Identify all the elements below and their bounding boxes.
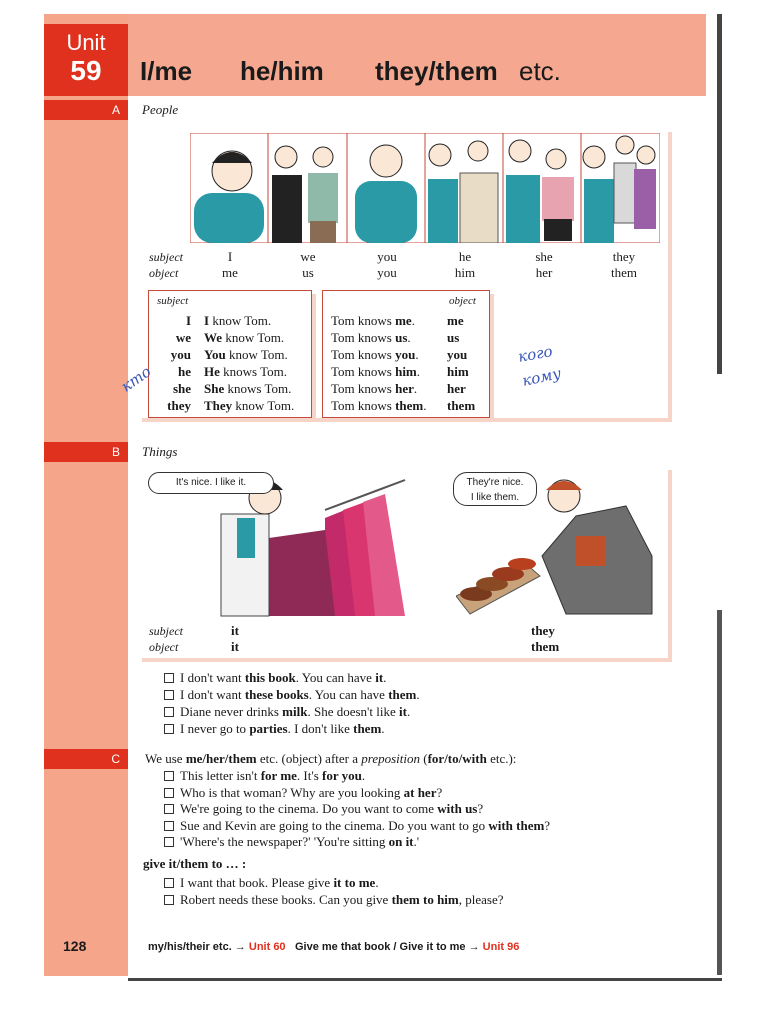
c-intro-part: etc.): bbox=[486, 751, 517, 766]
section-title-things: Things bbox=[142, 444, 178, 459]
c-example-part: ? bbox=[436, 784, 443, 800]
subject-box-bold: She bbox=[204, 381, 225, 396]
give-example bbox=[164, 892, 504, 908]
c-example-part: . It's bbox=[296, 768, 323, 783]
b-example-part: them bbox=[353, 721, 382, 736]
subject-box-pronoun: they bbox=[167, 398, 191, 413]
cross-reference-text: my/his/their etc. → bbox=[148, 941, 246, 953]
object-box-sentence bbox=[331, 347, 419, 363]
b-example-part: milk bbox=[282, 704, 308, 719]
page-edge bbox=[128, 978, 722, 981]
speech-bubble-line: I like them. bbox=[470, 492, 520, 503]
cross-reference-1[interactable] bbox=[148, 941, 286, 953]
give-example-part: . bbox=[375, 875, 379, 890]
handwritten-note: кого bbox=[516, 342, 554, 366]
speech-bubble bbox=[453, 472, 537, 506]
title-he-him: he/him bbox=[240, 56, 324, 86]
subject-box-pronoun: he bbox=[178, 364, 191, 379]
object-box-end: . bbox=[416, 364, 421, 379]
section-tab-b: B bbox=[44, 442, 128, 462]
c-example-part: with them bbox=[488, 817, 545, 833]
things-right-subject: they bbox=[531, 623, 555, 638]
object-box-bold: them bbox=[395, 398, 424, 413]
give-example-part: , please? bbox=[458, 892, 504, 907]
subject-box-sentence bbox=[204, 330, 284, 346]
c-intro-part: me/her/them bbox=[185, 751, 257, 766]
object-examples-box bbox=[322, 290, 490, 418]
object-box-start: Tom knows bbox=[331, 313, 396, 328]
subject-box-rest: know Tom. bbox=[209, 313, 272, 328]
subject-pronoun: he bbox=[458, 249, 472, 264]
c-example bbox=[164, 801, 483, 817]
subject-box-bold: He bbox=[204, 364, 220, 379]
b-example-part: I don't want bbox=[180, 687, 245, 702]
b-example-part: them bbox=[388, 687, 417, 702]
object-box-start: Tom knows bbox=[331, 364, 396, 379]
subject-box-rest: knows Tom. bbox=[219, 364, 287, 379]
b-example-part: . bbox=[406, 704, 411, 719]
subject-box-header: subject bbox=[157, 295, 189, 307]
section-tab-c: C bbox=[44, 749, 128, 769]
b-example-part: Diane never drinks bbox=[180, 704, 283, 719]
subject-box-sentence bbox=[204, 381, 291, 397]
subject-box-bold: We bbox=[204, 330, 223, 345]
c-example-part: ? bbox=[477, 801, 484, 816]
c-example bbox=[164, 768, 365, 784]
object-box-end: . bbox=[415, 347, 419, 362]
give-example-part: Robert needs these books. Can you give bbox=[180, 892, 392, 907]
object-pronoun: us bbox=[302, 265, 314, 280]
subject-box-sentence bbox=[204, 364, 287, 380]
subject-examples-box bbox=[148, 290, 312, 418]
things-object-label: object bbox=[149, 640, 179, 654]
object-row-label: object bbox=[149, 266, 179, 280]
object-box-bold: him bbox=[395, 364, 417, 379]
cross-reference-unit-link[interactable]: Unit 60 bbox=[248, 941, 286, 953]
b-example bbox=[164, 721, 385, 737]
object-box-sentence bbox=[331, 330, 411, 346]
title-i-me: I/me bbox=[140, 56, 193, 86]
c-example-part: for me bbox=[260, 768, 297, 783]
object-box-bold: us bbox=[395, 330, 408, 345]
handwritten-note: кому bbox=[520, 364, 563, 390]
c-intro-part: preposition bbox=[361, 751, 420, 766]
c-example-part: Sue and Kevin are going to the cinema. Do you want to go bbox=[180, 817, 489, 833]
c-example-part: on it bbox=[388, 834, 414, 849]
c-example bbox=[164, 834, 419, 850]
handwritten-note: кто bbox=[117, 362, 155, 396]
cross-reference-text: Give me that book / Give it to me → bbox=[295, 941, 480, 953]
subject-pronoun: they bbox=[612, 249, 636, 264]
cross-reference-unit-link[interactable]: Unit 96 bbox=[482, 941, 520, 953]
c-intro-part: for/to/with bbox=[427, 751, 487, 766]
subject-box-bold: You bbox=[204, 347, 226, 362]
cross-reference-2[interactable] bbox=[295, 941, 519, 953]
b-example-part: I never go to bbox=[180, 721, 250, 736]
section-tab-a: A bbox=[44, 100, 128, 120]
unit-label: Unit bbox=[66, 30, 106, 55]
c-example-part: We're going to the cinema. Do you want to come bbox=[180, 801, 438, 816]
object-box-start: Tom knows bbox=[331, 381, 396, 396]
subject-box-rest: knows Tom. bbox=[224, 381, 292, 396]
object-box-pronoun: us bbox=[447, 330, 460, 345]
give-heading: give it/them to … : bbox=[143, 856, 247, 871]
object-box-sentence bbox=[331, 398, 427, 414]
subject-box-pronoun: we bbox=[175, 330, 191, 345]
object-box-bold: you bbox=[395, 347, 416, 362]
left-margin-strip bbox=[44, 14, 128, 976]
people-illustration bbox=[190, 133, 660, 243]
object-box-end: . bbox=[411, 313, 415, 328]
object-box-end: . bbox=[423, 398, 427, 413]
b-example-part: I don't want bbox=[180, 670, 245, 685]
b-example-part: . I don't like bbox=[287, 721, 354, 736]
b-example-part: . She doesn't like bbox=[307, 704, 399, 719]
title-etc: etc. bbox=[519, 56, 561, 86]
c-example-part: . bbox=[361, 768, 366, 783]
b-example-part: . You can have bbox=[308, 687, 389, 702]
subject-box-sentence bbox=[204, 398, 294, 414]
things-left-object: it bbox=[231, 639, 239, 654]
object-pronoun: me bbox=[222, 265, 238, 280]
c-example-part: 'Where's the newspaper?' 'You're sitting bbox=[180, 834, 389, 849]
c-example-part: with us bbox=[437, 801, 478, 816]
c-example-part: Who is that woman? Why are you looking bbox=[180, 784, 404, 800]
b-example bbox=[164, 687, 420, 703]
object-box-bold: her bbox=[395, 381, 414, 396]
c-example-part: This letter isn't bbox=[180, 768, 261, 783]
b-example-part: . bbox=[381, 721, 385, 736]
object-box-start: Tom knows bbox=[331, 347, 396, 362]
subject-box-sentence bbox=[204, 347, 288, 363]
c-example-part: ? bbox=[544, 817, 551, 833]
c-example bbox=[164, 818, 550, 834]
object-box-pronoun: me bbox=[447, 313, 464, 328]
page-edge bbox=[717, 610, 722, 975]
object-pronoun: you bbox=[377, 265, 397, 280]
things-subject-label: subject bbox=[149, 624, 183, 638]
object-box-header: object bbox=[449, 295, 476, 307]
subject-box-pronoun: I bbox=[185, 313, 191, 328]
things-right-object: them bbox=[531, 639, 560, 654]
object-box-end: . bbox=[407, 330, 411, 345]
object-box-sentence bbox=[331, 381, 417, 397]
c-intro-part: ( bbox=[420, 751, 428, 766]
subject-pronoun: we bbox=[300, 249, 316, 264]
object-pronoun: her bbox=[535, 265, 553, 280]
object-box-end: . bbox=[413, 381, 418, 396]
object-box-pronoun: them bbox=[447, 398, 476, 413]
b-example-part: this book bbox=[244, 670, 296, 685]
b-example-part: . bbox=[416, 687, 420, 702]
b-example-part: . You can have bbox=[295, 670, 376, 685]
subject-box-rest: know Tom. bbox=[222, 330, 285, 345]
object-box-start: Tom knows bbox=[331, 330, 396, 345]
give-example bbox=[164, 875, 379, 891]
subject-box-sentence bbox=[204, 313, 271, 329]
speech-bubble: It's nice. I like it. bbox=[148, 472, 274, 494]
unit-number: 59 bbox=[70, 55, 102, 86]
subject-row-label: subject bbox=[149, 250, 183, 264]
speech-bubble-line: They're nice. bbox=[466, 477, 524, 488]
object-box-sentence bbox=[331, 313, 415, 329]
b-example-part: parties bbox=[249, 721, 288, 736]
object-pronoun: him bbox=[454, 265, 476, 280]
object-box-pronoun: her bbox=[447, 381, 466, 396]
object-box-sentence bbox=[331, 364, 420, 380]
c-intro-part: We use bbox=[145, 751, 186, 766]
c-intro-part: etc. (object) after a bbox=[256, 751, 362, 766]
object-box-pronoun: him bbox=[447, 364, 469, 379]
b-example-part: . bbox=[383, 670, 387, 685]
subject-pronoun: I bbox=[227, 249, 233, 264]
object-box-start: Tom knows bbox=[331, 398, 396, 413]
things-left-subject: it bbox=[231, 623, 239, 638]
subject-pronoun: she bbox=[535, 249, 553, 264]
object-pronoun: them bbox=[611, 265, 637, 280]
c-example-part: for you bbox=[322, 768, 362, 783]
subject-pronoun: you bbox=[377, 249, 397, 264]
subject-box-rest: know Tom. bbox=[225, 347, 288, 362]
b-example-part: it bbox=[399, 704, 407, 719]
b-example-part: it bbox=[375, 670, 384, 685]
c-example-part: .' bbox=[413, 834, 420, 849]
page-number: 128 bbox=[63, 938, 87, 954]
c-intro bbox=[145, 751, 516, 767]
title-they-them: they/them bbox=[375, 56, 498, 86]
subject-box-rest: know Tom. bbox=[232, 398, 295, 413]
subject-box-bold: I bbox=[204, 313, 210, 328]
page-edge bbox=[717, 14, 722, 374]
b-example-part: these books bbox=[244, 687, 309, 702]
subject-box-pronoun: she bbox=[172, 381, 191, 396]
section-title-people: People bbox=[142, 102, 179, 117]
b-example bbox=[164, 670, 386, 686]
give-example-part: them to him bbox=[391, 892, 459, 907]
subject-box-bold: They bbox=[204, 398, 233, 413]
subject-box-pronoun: you bbox=[170, 347, 191, 362]
c-example bbox=[164, 785, 442, 801]
unit-badge bbox=[44, 24, 128, 96]
c-example-part: at her bbox=[403, 784, 437, 800]
give-example-part: I want that book. Please give bbox=[180, 875, 334, 890]
give-example-part: it to me bbox=[333, 875, 376, 890]
object-box-bold: me bbox=[395, 313, 412, 328]
b-example bbox=[164, 704, 410, 720]
object-box-pronoun: you bbox=[447, 347, 468, 362]
